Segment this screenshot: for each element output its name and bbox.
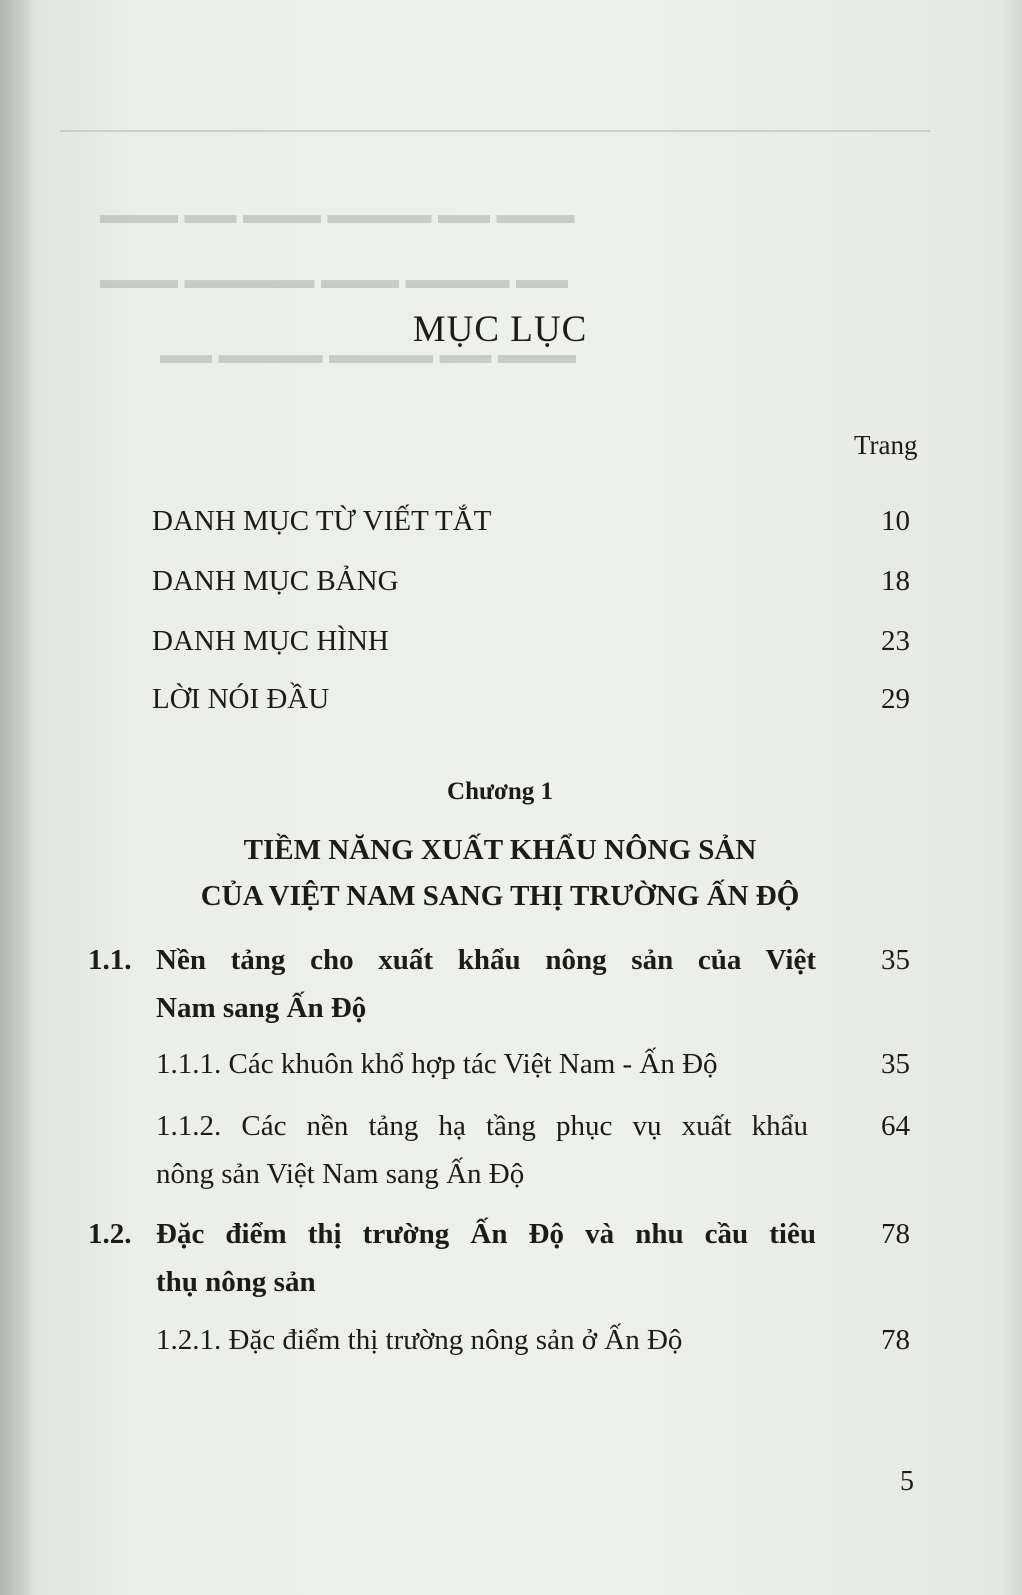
toc-subsection-1-1-2 <box>0 1102 1000 1202</box>
toc-entry-label: DANH MỤC TỪ VIẾT TẮT <box>152 505 492 537</box>
section-title-line1: Nền tảng cho xuất khẩu nông sản của Việt <box>156 944 816 976</box>
subsection-label: 1.2.1. Đặc điểm thị trường nông sản ở Ấn Độ <box>156 1324 683 1356</box>
toc-entry-page: 18 <box>881 565 910 597</box>
section-title-line1: Đặc điểm thị trường Ấn Độ và nhu cầu tiêu <box>156 1218 816 1250</box>
toc-section-1-2 <box>0 1210 1000 1310</box>
subsection-label-line2: nông sản Việt Nam sang Ấn Độ <box>156 1158 525 1190</box>
subsection-label: 1.1.1. Các khuôn khổ hợp tác Việt Nam - Ấn Độ <box>156 1048 718 1080</box>
chapter-title-line1: TIỀM NĂNG XUẤT KHẨU NÔNG SẢN <box>243 834 757 866</box>
toc-entry-page: 29 <box>881 683 910 715</box>
section-title-line2: Nam sang Ấn Độ <box>156 992 367 1024</box>
bleed-through-header-rule <box>60 90 930 132</box>
bleed-through-text: ▬▬ ▬▬▬▬ ▬▬▬ ▬▬▬▬▬ ▬▬▬ <box>100 265 568 294</box>
toc-entry-label: LỜI NÓI ĐẦU <box>152 683 330 715</box>
toc-entry-page: 23 <box>881 625 910 657</box>
section-page: 35 <box>881 944 910 976</box>
bleed-through-text: ▬▬▬ ▬▬ ▬▬▬▬ ▬▬▬▬ ▬▬ <box>160 340 576 369</box>
toc-subsection-1-2-1 <box>0 1316 1000 1366</box>
section-number: 1.1. <box>88 944 132 976</box>
chapter-label: Chương 1 <box>447 778 553 805</box>
bleed-through-text: ▬▬▬ ▬▬ ▬▬▬▬ ▬▬▬ ▬▬ ▬▬▬ <box>100 200 575 229</box>
subsection-page: 78 <box>881 1324 910 1356</box>
toc-subsection-1-1-1 <box>0 1040 1000 1090</box>
toc-entry-page: 10 <box>881 505 910 537</box>
toc-section-1-1 <box>0 936 1000 1036</box>
page-title: MỤC LỤC <box>412 309 588 350</box>
chapter-title-line2: CỦA VIỆT NAM SANG THỊ TRƯỜNG ẤN ĐỘ <box>200 880 800 912</box>
section-title-line2: thụ nông sản <box>156 1266 316 1298</box>
section-number: 1.2. <box>88 1218 132 1250</box>
toc-entry-label: DANH MỤC HÌNH <box>152 625 389 657</box>
toc-entry-label: DANH MỤC BẢNG <box>152 565 399 597</box>
subsection-label-line1: 1.1.2. Các nền tảng hạ tầng phục vụ xuất khẩu <box>156 1110 808 1142</box>
page-number: 5 <box>900 1466 914 1497</box>
section-page: 78 <box>881 1218 910 1250</box>
page-column-label: Trang <box>854 430 918 460</box>
subsection-page: 35 <box>881 1048 910 1080</box>
subsection-page: 64 <box>881 1110 910 1142</box>
